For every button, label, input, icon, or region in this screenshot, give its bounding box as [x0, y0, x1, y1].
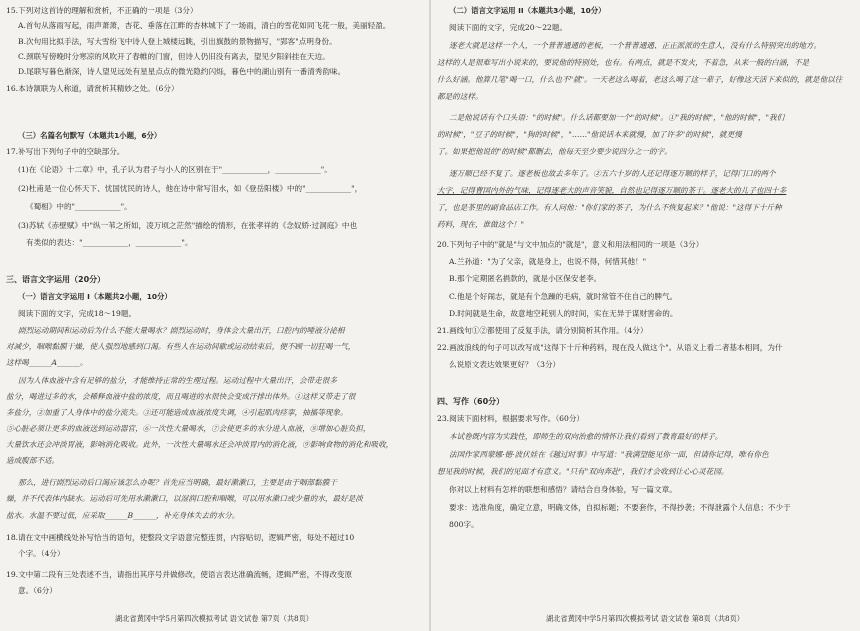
q18-stem: 18.请在文中画横线处补写恰当的语句，使整段文字语意完整连贯，内容贴切，逻辑严密，每处不超过10 — [6, 533, 355, 542]
passage-line: 盐分，喝进过多的水，会稀释血液中盐的浓度，而且喝进的水很快会变成汗排出体外。①这样又带走了很 — [6, 392, 356, 401]
section-3-heading: （三）名篇名句默写（本题共1小题，6分） — [18, 131, 162, 140]
q22-stem: 22.画波浪线的句子可以改写成"这得下十斤种药料，现在没人做这个"。从语义上看二者基本相同，为什 — [437, 343, 783, 352]
passage-line: 了。如果把他说的"的时候"都删去，他每天至少要少说四分之一的字。 — [437, 147, 672, 156]
q16-stem: 16.本诗颔联为人称道，请赏析其精妙之处。（6分） — [6, 84, 179, 93]
passage-line: 大量饮水还会冲淡胃液，影响消化吸收。此外，一次性大量喝水还会冲淡胃内的消化液，⑨影响食物的消化和吸收， — [6, 440, 394, 449]
q15-option-c: C.颈联写傍晚时分寒凉的风吹开了春帷的门窗，但诗人仍旧没有离去，望见夕阳斜挂在天边。 — [18, 52, 330, 61]
page-footer: 湖北省黄冈中学5月第四次模拟考试 语文试卷 第8页（共8页） — [546, 614, 744, 623]
q20-option-d: D.时间就是生命，故意地空耗别人的时间，实在无异于谋财害命的。 — [449, 309, 678, 318]
q17-item-3: (3)苏轼《赤壁赋》中"纵一苇之所如，凌万顷之茫然"描绘的情形，在张孝祥的《念奴娇·过洞庭》中也 — [18, 221, 358, 230]
material-line: 法国作家西蒙娜·德·波伏娃在《越过时事》中写道："我满望能见你一面，但请你记得，唯有你色 — [449, 450, 769, 459]
passage-line: 多盐分，②加重了人身体中的盐分流失。③还可能造成血液浓度失调，④引起肌肉痉挛，抽搐等现象。 — [6, 408, 348, 417]
passage-line: 逐老大就是这样一个人，一个普普通通的老板，一个普普通通、正正派派的生意人，没有什么特别突出的地方。 — [449, 41, 822, 50]
passage-line: 对减少，咽喉黏膜干燥，使人强烈地感到口渴。有些人在运动间歇或运动结束后，便不顾一切狂喝一气， — [6, 342, 356, 351]
q19-stem-cont: 意。（6分） — [18, 586, 57, 595]
q19-stem: 19.文中第二段有三处表述不当，请指出其序号并做修改，使语言表达准确流畅，逻辑严密，不得改变原 — [6, 570, 353, 579]
passage-line: 因为人体血液中含有足够的盐分，才能维持正常的生理过程。运动过程中大量出汗，会带走很多 — [18, 376, 337, 385]
passage-line: 都是的这样。 — [437, 92, 483, 101]
q17-item-3-cont: 有类似的表达："____________，____________"。 — [26, 238, 193, 247]
page-7 — [6, 4, 422, 624]
subsection-2-heading: （二）语言文字运用 II（本题共3小题，10分） — [449, 6, 606, 15]
writing-requirements: 要求：选准角度，确定立意，明确文体，自拟标题；不要套作，不得抄袭；不得泄露个人信息；不少于 — [449, 503, 791, 512]
q17-item-2: (2)杜甫是一位心怀天下、忧国忧民的诗人，他在诗中常写泪水，如《登岳阳楼》中的"____________"， — [18, 184, 363, 193]
writing-requirements-cont: 800字。 — [449, 520, 479, 529]
passage-line: 二是他说话有个口头语："的时候"。什么话都要加一个"的时候"。①"我的时候"，"他的时候"，"我们 — [449, 113, 785, 122]
q20-option-c: C.他是个好闹志，就是有个急躁的毛病，就时常管不住自己的脾气。 — [449, 292, 678, 301]
q18-stem-cont: 个字。（4分） — [18, 549, 65, 558]
passage-line: 了，也是茶里的副食品店工作。有人问他："你们家的茶子，为什么不恢复起来？"他说："这得下十斤种 — [437, 203, 782, 212]
q22-stem-cont: 么说原文表达效果更好？（3分） — [449, 360, 561, 369]
passage-line: 这样的人是很难写出小说来的，要说他的特别处，也有。有两点，就是不发火，不着急，从来一般的白涵，不是 — [437, 58, 810, 67]
q20-stem: 20.下列句子中的"就是"与文中加点的"就是"，意义和用法相同的一项是（3分） — [437, 240, 704, 249]
passage-line-blank-b: 盐水。水温不要过低，应采取______B______，补充身体失去的水分。 — [6, 511, 240, 520]
q23-stem: 23.阅读下面材料，根据要求写作。（60分） — [437, 414, 585, 423]
q17-item-1: (1)在《论语》十二章》中，孔子认为君子与小人的区别在于"____________，____________"。 — [18, 165, 332, 174]
q20-option-a: A.兰孙道："为了父亲，就是身上，也说不得，何惜其他！" — [449, 257, 647, 266]
passage-line: 的时候"，"豆子的时候"，"狗的时候"，"……"他说话本来就慢，加了许多"的时候"，就更慢 — [437, 130, 742, 139]
passage-line: 燥，并不代表体内缺水。运动后可先用水漱漱口，以湿润口腔和咽喉，可以用水漱口或少量的水，最好是淡 — [6, 494, 363, 503]
page-divider — [429, 0, 431, 631]
passage-line: 什么好涵。他算几笔"喝一口，什么也不"就"。一天老这么喝着，老这么喝了这一辈子，好像这天活下来似的，就是他以往 — [437, 75, 843, 84]
page-8 — [437, 4, 853, 624]
q15-option-a: A.首句从落雨写起，雨声萧萧，杏花、垂落在江畔的杏林城下了一场雨，清白的雪花如同飞花一般，美丽轻盈。 — [18, 21, 391, 30]
passage-intro: 阅读下面的文字，完成20～22题。 — [449, 23, 568, 32]
subsection-1-heading: （一）语言文字运用 I（本题共2小题，10分） — [18, 292, 172, 301]
passage-line: 逐万顺已经不复了。逐老板也故去多年了。②五六十岁的人还记得逐万顺的样子，记得门口的两个 — [449, 169, 776, 178]
passage-line: 造成腹部不适。 — [6, 456, 60, 465]
q15-option-b: B.次句用比拟手法，写大雪纷飞中诗人登上城楼远眺，引出旗鼓的景物描写，"郢客"点明身份。 — [18, 37, 337, 46]
passage-line: ⑤心脏必须让更多的血液送到运动器官，⑥一次性大量喝水，⑦会使更多的水分进入血液，⑧增加心脏负担， — [6, 424, 371, 433]
passage-line: 药料，现在，谁做这个！" — [437, 220, 525, 229]
material-line: 想见我的时候，我们的见面才有意义。"只有"双向奔赴"，我们才会收到让心心灵花园。 — [437, 467, 729, 476]
q15-option-d: D.尾联写暮色渐深，诗人望见远处有星星点点的微光隐约闪烁，暮色中的湖山别有一番清秀韵味。 — [18, 67, 346, 76]
writing-prompt: 你对以上材料有怎样的联想和感悟？请结合自身体验，写一篇文章。 — [449, 485, 677, 494]
passage-line: 那么，进行剧烈运动后口渴应该怎么办呢？首先应当明确，最好漱漱口，主要是由于咽部黏膜干 — [18, 478, 337, 487]
page-footer: 湖北省黄冈中学5月第四次模拟考试 语文试卷 第7页（共8页） — [115, 614, 313, 623]
passage-line-underlined: 大字，记得曹国内外的气味，记得逐老大的声音笑貌，自然也记得逐万顺的茶干。逐老大的儿子也四十多 — [437, 186, 787, 195]
q21-stem: 21.画线句①②都使用了反复手法，请分别简析其作用。（4分） — [437, 326, 648, 335]
part-4-heading: 四、写作（60分） — [437, 397, 505, 406]
passage-intro: 阅读下面的文字，完成18～19题。 — [18, 309, 137, 318]
passage-line-blank-a: 这样喝______A______。 — [6, 358, 88, 367]
part-3-heading: 三、语言文字运用（20分） — [6, 275, 106, 284]
material-line: 本试卷既内容为实践性，即师生的双向治愈的情怀让我们看到了教育最好的样子。 — [449, 432, 723, 441]
passage-line: 剧烈运动期间和运动后为什么不能大量喝水？剧烈运动时，身体会大量出汗，口腔内的唾液分泌相 — [18, 326, 345, 335]
q17-item-2-cont: 《蜀相》中的"____________"。 — [26, 202, 132, 211]
q17-stem: 17.补写出下列句子中的空缺部分。 — [6, 147, 125, 156]
q20-option-b: B.那个定期匿名捐款的，就是小区保安老李。 — [449, 274, 602, 283]
q15-stem: 15.下列对这首诗的理解和赏析，不正确的一项是（3分） — [6, 6, 198, 15]
